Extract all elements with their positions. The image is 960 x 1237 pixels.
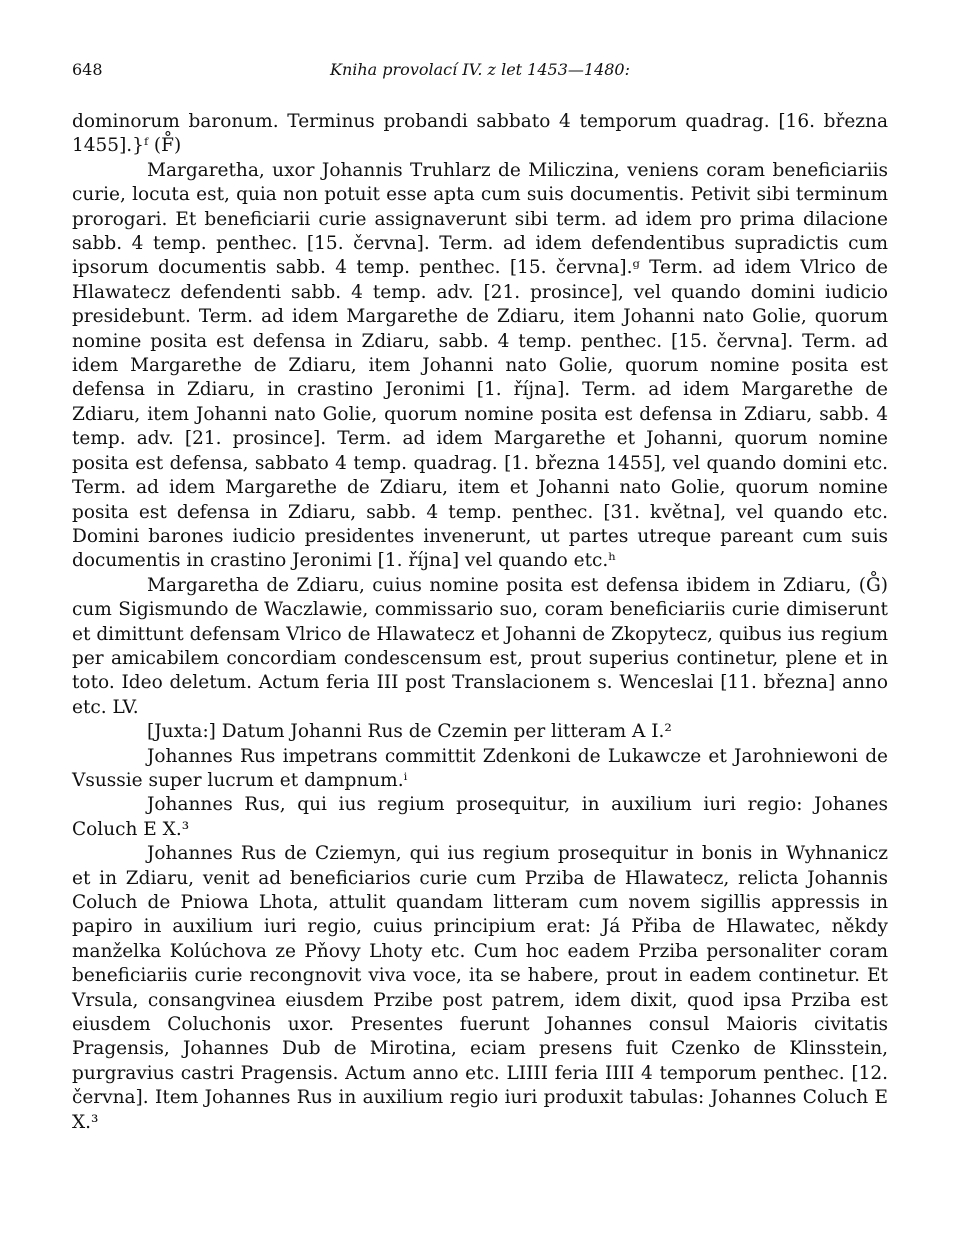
paragraph-5: Johannes Rus impetrans committit Zdenkoni de Lukawcze et Jarohniewoni de Vsussie super lucrum et dampnum.ⁱ [72,745,888,791]
running-title: Kniha provolací IV. z let 1453—1480: [329,60,630,79]
body-text [72,110,888,1135]
paragraph-3: Margaretha de Zdiaru, cuius nomine posita est defensa ibidem in Zdiaru, (G̊) cum Sigismundo de Waczlawie, commissario suo, coram beneficiariis curie dimiserunt et dimittunt defensam Vlrico de Hlawatecz et Johanni de Zkopytecz, quibus ius regium per amicabilem concordiam condescensum est, prout superius continetur, plene et in toto. Ideo deletum. Actum feria III post Translacionem s. Wenceslai [11. března] anno etc. LV. [72,574,888,718]
paragraph-1: dominorum baronum. Terminus probandi sabbato 4 temporum quadrag. [16. března 1455].}ᶠ (F̊) [72,111,888,157]
document-page [72,60,888,1135]
running-header [72,60,888,90]
paragraph-2: Margaretha, uxor Johannis Truhlarz de Miliczina, veniens coram beneficiariis curie, locuta est, quia non potuit esse apta cum suis documentis. Petivit sibi terminum prorogari. Et beneficiarii curie assignaverunt sibi term. ad idem pro prima dilacione sabb. 4 temp. penthec. [15. června]. Term. ad idem defendentibus supradictis cum ipsorum documentis sabb. 4 temp. penthec. [15. června].ᵍ Term. ad idem Vlrico de Hlawatecz defendenti sabb. 4 temp. adv. [21. prosince], vel quando domini iudicio presidebunt. Term. ad idem Margarethe de Zdiaru, item Johanni nato Golie, quorum nomine posita est defensa in Zdiaru, sabb. 4 temp. penthec. [15. června]. Term. ad idem Margarethe de Zdiaru, item Johanni nato Golie, quorum nomine posita est defensa in Zdiaru, in crastino Jeronimi [1. října]. Term. ad idem Margarethe de Zdiaru, item Johanni nato Golie, quorum nomine posita est defensa in Zdiaru, sabb. 4 temp. adv. [21. prosince]. Term. ad idem Margarethe et Johanni, quorum nomine posita est defensa, sabbato 4 temp. quadrag. [1. března 1455], vel quando domini etc. Term. ad idem Margarethe de Zdiaru, item et Johanni nato Golie, quorum nomine posita est defensa in Zdiaru, sabb. 4 temp. penthec. [31. května], vel quando etc. Domini barones iudicio presidentes invenerunt, ut partes utreque pareant cum suis documentis in crastino Jeronimi [1. října] vel quando etc.ʰ [72,159,888,572]
paragraph-7: Johannes Rus de Cziemyn, qui ius regium prosequitur in bonis in Wyhnanicz et in Zdiaru, venit ad beneficiarios curie cum Prziba de Hlawatecz, relicta Johannis Coluch de Pniowa Lhota, attulit quandam litteram cum novem sigillis appressis in papiro in auxilium iuri regio, cuius principium erat: Já Přiba de Hlawatec, někdy manželka Kolúchova ze Pňovy Lhoty etc. Cum hoc eadem Prziba personaliter coram beneficiariis curie recongnovit viva voce, ita se habere, prout in eadem continetur. Et Vrsula, consangvinea eiusdem Przibe post patrem, idem dixit, quod ipsa Prziba est eiusdem Coluchonis uxor. Presentes fuerunt Johannes consul Maioris civitatis Pragensis, Johannes Dub de Mirotina, eciam presens fuit Czenko de Klinsstein, purgravius castri Pragensis. Actum anno etc. LIIII feria IIII 4 temporum penthec. [12. června]. Item Johannes Rus in auxilium regio iuri produxit tabulas: Johannes Coluch E X.³ [72,843,888,1133]
page-number: 648 [72,60,103,79]
paragraph-6: Johannes Rus, qui ius regium prosequitur, in auxilium iuri regio: Johanes Coluch E X.³ [72,794,888,840]
paragraph-4: [Juxta:] Datum Johanni Rus de Czemin per litteram A I.² [147,721,672,743]
